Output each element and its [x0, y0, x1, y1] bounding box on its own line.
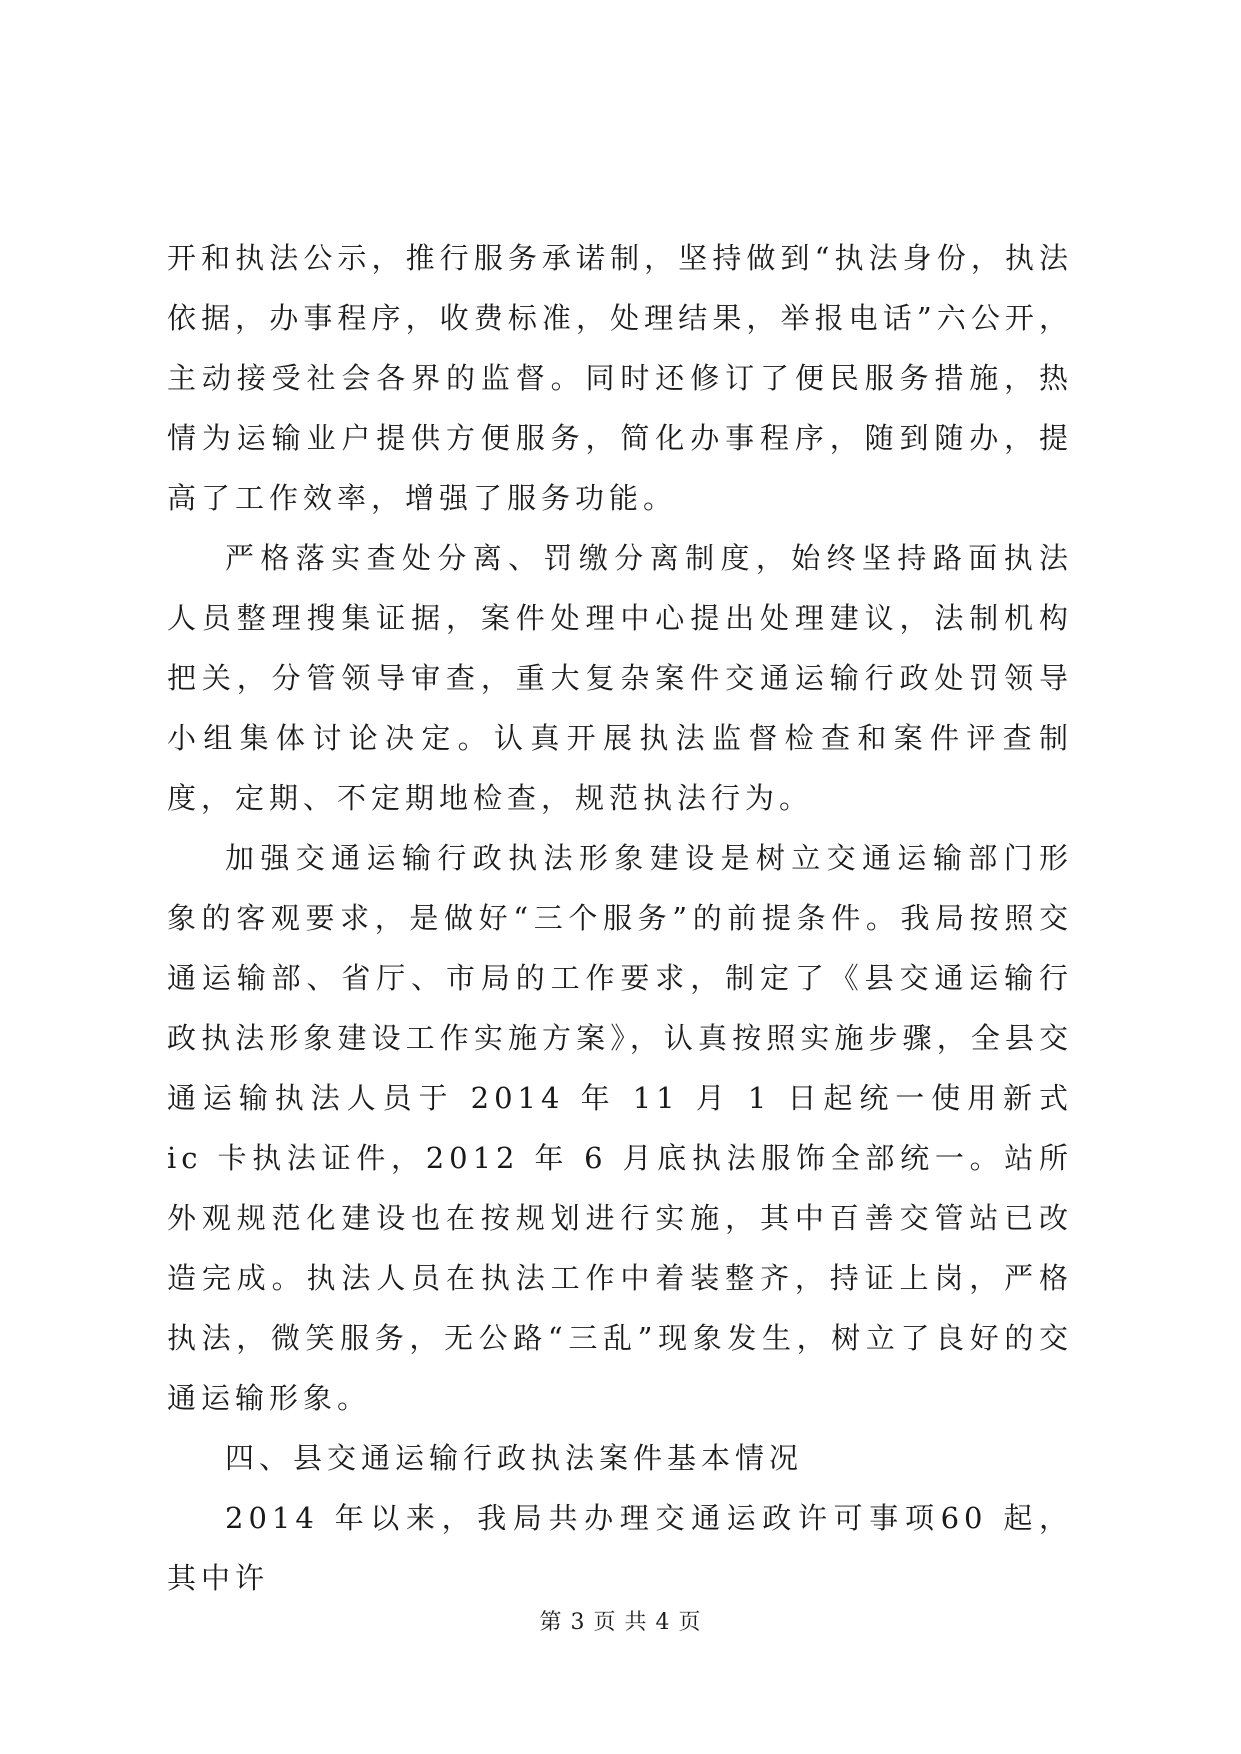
document-body — [167, 228, 1073, 1608]
paragraph-4: 2014 年以来，我局共办理交通运政许可事项60 起，其中许 — [167, 1501, 1073, 1595]
section-heading: 四、县交通运输行政执法案件基本情况 — [225, 1441, 804, 1475]
paragraph-1: 开和执法公示，推行服务承诺制，坚持做到“执法身份，执法依据，办事程序，收费标准，处理结果，举报电话”六公开，主动接受社会各界的监督。同时还修订了便民服务措施，热情为运输业户提供方便服务，简化办事程序，随到随办，提高了工作效率，增强了服务功能。 — [167, 241, 1073, 515]
page-number-footer: 第 3 页 共 4 页 — [539, 1610, 702, 1635]
paragraph-3: 加强交通运输行政执法形象建设是树立交通运输部门形象的客观要求，是做好“三个服务”的前提条件。我局按照交通运输部、省厅、市局的工作要求，制定了《县交通运输行政执法形象建设工作实施方案》，认真按照实施步骤，全县交通运输执法人员于 2014 年 11 月 1 日起统一使用新式 ic 卡执法证件，2012 年 6 月底执法服饰全部统一。站所外观规范化建设也在按规划进行实施，其中百善交管站已改造完成。执法人员在执法工作中着装整齐，持证上岗，严格执法，微笑服务，无公路“三乱”现象发生，树立了良好的交通运输形象。 — [167, 841, 1073, 1415]
paragraph-2: 严格落实查处分离、罚缴分离制度，始终坚持路面执法人员整理搜集证据，案件处理中心提出处理建议，法制机构把关，分管领导审查，重大复杂案件交通运输行政处罚领导小组集体讨论决定。认真开展执法监督检查和案件评查制度，定期、不定期地检查，规范执法行为。 — [167, 541, 1073, 815]
